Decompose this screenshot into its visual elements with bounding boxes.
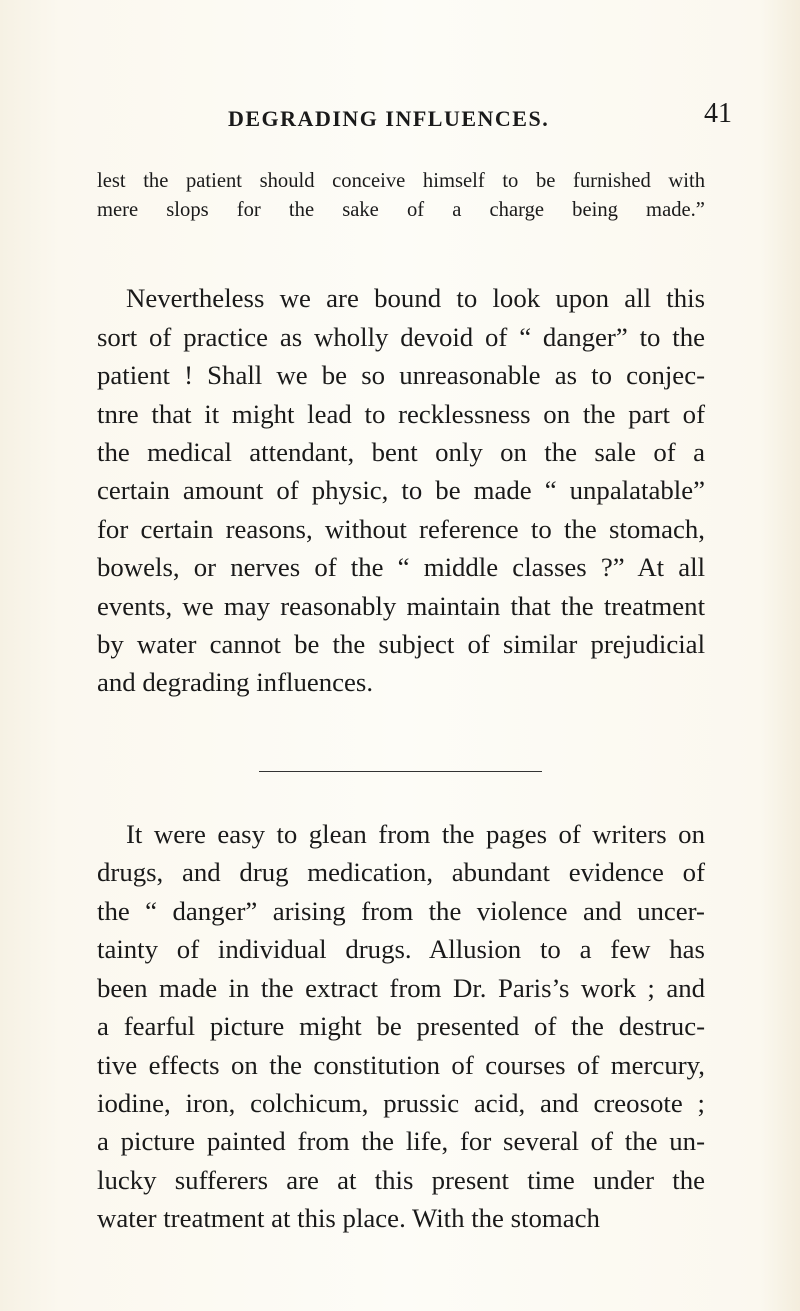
text-line: mere slops for the sake of a charge being made.”	[97, 199, 705, 221]
running-head: DEGRADING INFLUENCES.	[228, 106, 550, 131]
text-line: tnre that it might lead to recklessness on the part of	[97, 399, 706, 429]
text-line: It were easy to glean from the pages of writers on	[126, 819, 705, 849]
text-line: been made in the extract from Dr. Paris’s work ; and	[97, 973, 706, 1003]
text-line: by water cannot be the subject of similar prejudicial	[97, 629, 706, 659]
text-line: sort of practice as wholly devoid of “ danger” to the	[97, 322, 705, 352]
text-line: certain amount of physic, to be made “ unpalatable”	[97, 475, 706, 505]
text-line: the medical attendant, bent only on the sale of a	[97, 437, 705, 467]
text-line: a picture painted from the life, for several of the un-	[97, 1126, 705, 1156]
text-line: for certain reasons, without reference to the stomach,	[97, 514, 705, 544]
text-line: patient ! Shall we be so unreasonable as to conjec-	[97, 360, 706, 390]
text-line: tainty of individual drugs. Allusion to a few has	[97, 934, 705, 964]
section-divider	[259, 771, 542, 772]
text-line: the “ danger” arising from the violence and uncer-	[97, 896, 705, 926]
text-line: events, we may reasonably maintain that the treatment	[97, 591, 706, 621]
text-line: Nevertheless we are bound to look upon all this	[126, 283, 705, 313]
text-line: and degrading influences.	[97, 667, 374, 697]
text-line: lest the patient should conceive himself to be furnished with	[97, 170, 705, 192]
text-line: tive effects on the constitution of courses of mercury,	[97, 1050, 706, 1080]
text-line: drugs, and drug medication, abundant evidence of	[97, 857, 706, 887]
text-line: lucky sufferers are at this present time under the	[97, 1165, 705, 1195]
text-line: water treatment at this place. With the stomach	[97, 1203, 600, 1233]
page-number: 41	[704, 98, 732, 129]
text-line: bowels, or nerves of the “ middle classes ?” At all	[97, 552, 706, 582]
text-line: iodine, iron, colchicum, prussic acid, and creosote ;	[97, 1088, 705, 1118]
text-line: a fearful picture might be presented of the destruc-	[97, 1011, 706, 1041]
page-header	[0, 98, 800, 138]
